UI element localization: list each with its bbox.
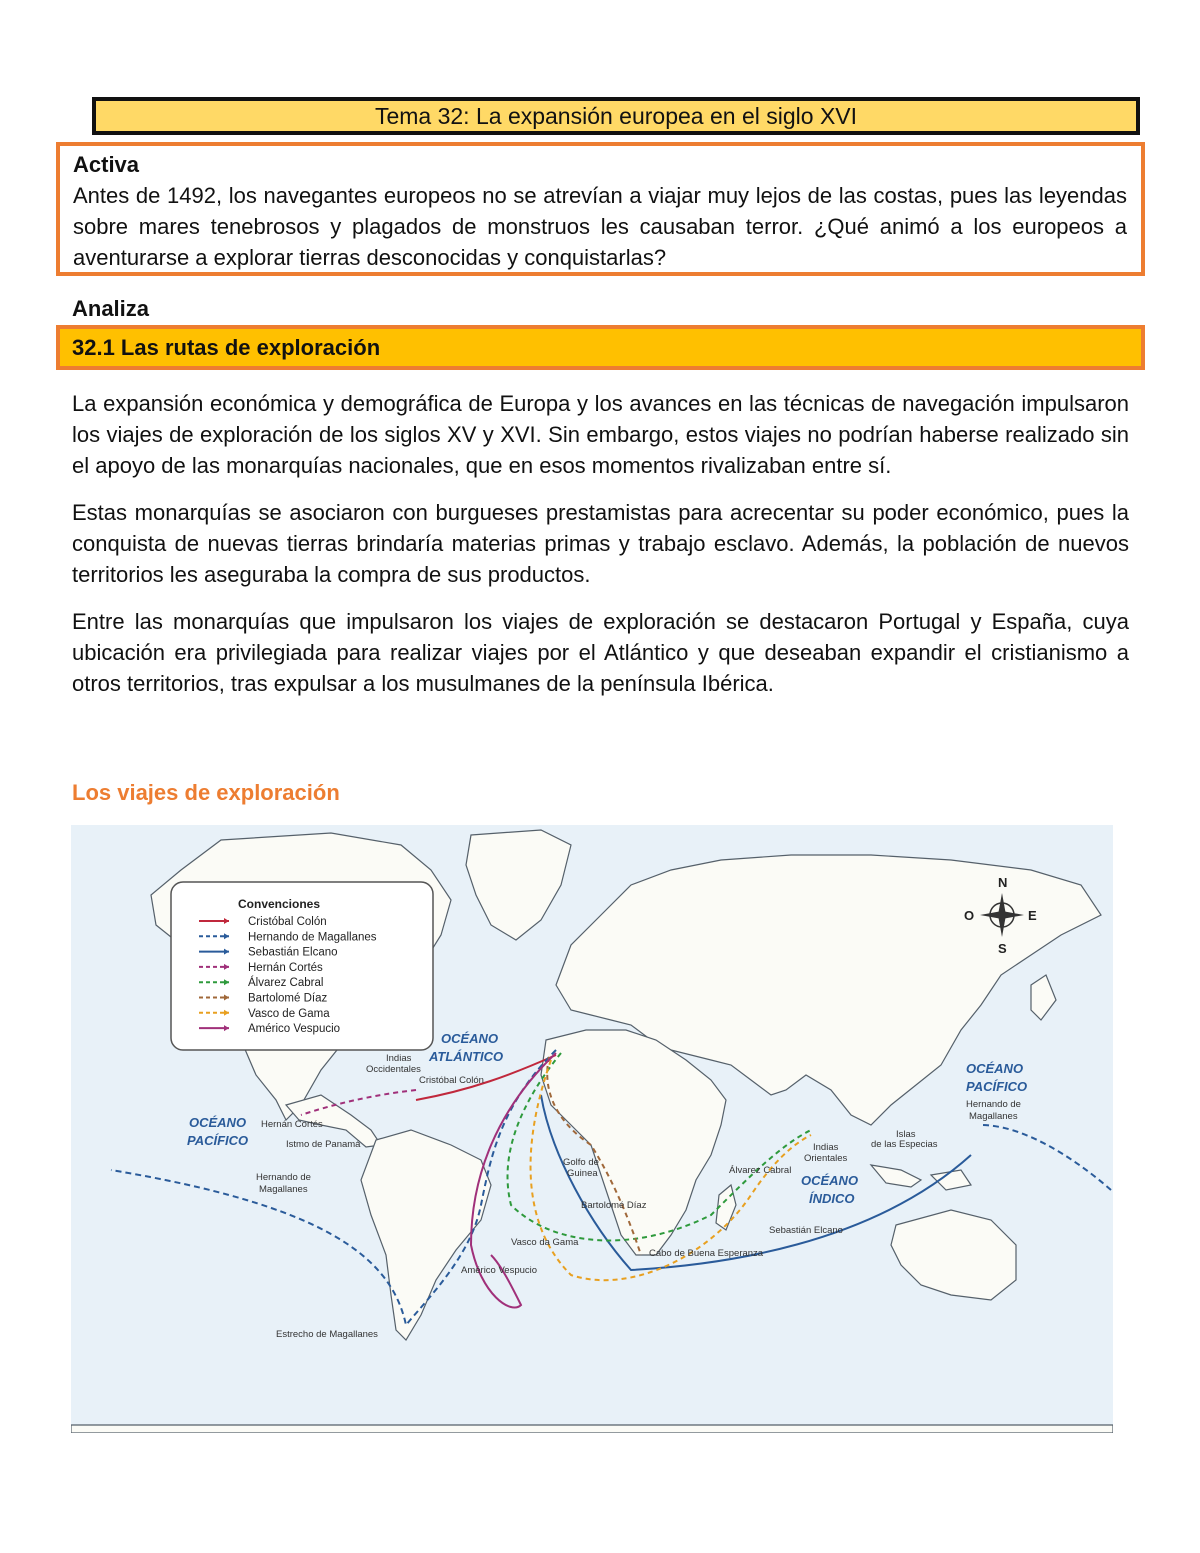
exploration-map [71, 825, 1113, 1433]
label-atlantico-2: ATLÁNTICO [429, 1049, 504, 1064]
label-magallanes-e2: Magallanes [969, 1111, 1018, 1122]
legend-label: Vasco de Gama [248, 1007, 330, 1020]
label-panama: Istmo de Panamá [286, 1139, 361, 1150]
legend-label: Cristóbal Colón [248, 916, 327, 928]
compass-s: S [998, 941, 1007, 956]
legend-label: Bartolomé Díaz [248, 992, 328, 1005]
label-atlantico-1: OCÉANO [441, 1031, 499, 1046]
label-estrecho: Estrecho de Magallanes [276, 1329, 378, 1340]
label-indico-2: ÍNDICO [809, 1191, 855, 1206]
label-golfo-2: Guinea [567, 1168, 598, 1179]
label-indias-occ-2: Occidentales [366, 1064, 421, 1075]
legend-title: Convenciones [238, 897, 321, 911]
paragraph-1: La expansión económica y demográfica de Europa y los avances en las técnicas de navegación impulsaron los viajes de exploración de los siglos XV y XVI. Sin embargo, estos viajes no podrían haberse realizado sin el apoyo de las monarquías nacionales, que en esos momentos rivalizaban entre sí. [72, 391, 1129, 478]
label-indico-1: OCÉANO [801, 1173, 859, 1188]
label-elcano: Sebastián Elcano [769, 1225, 843, 1236]
label-colon: Cristóbal Colón [419, 1075, 484, 1086]
legend-label: Sebastián Elcano [248, 946, 338, 959]
legend [171, 882, 433, 1050]
japan [1031, 975, 1056, 1020]
compass-o: O [964, 908, 975, 923]
label-islas-2: de las Especias [871, 1139, 938, 1150]
paragraph-2: Estas monarquías se asociaron con burgueses prestamistas para acrecentar su poder económico, pues la conquista de nuevas tierras brindaría materias primas y trabajo esclavo. Además, la población de nuevos territorios les aseguraba la compra de sus productos. [72, 500, 1129, 587]
greenland [466, 830, 571, 940]
indonesia [871, 1165, 921, 1187]
map-svg [71, 825, 1113, 1433]
antarctica [71, 1425, 1113, 1433]
label-pacifico-e2: PACÍFICO [966, 1079, 1028, 1094]
label-magallanes-w2: Magallanes [259, 1184, 308, 1195]
analiza-heading: Analiza [72, 296, 150, 321]
label-diaz: Bartolomé Díaz [581, 1200, 647, 1211]
label-golfo-1: Golfo de [563, 1157, 599, 1168]
legend-label: Hernando de Magallanes [248, 931, 377, 944]
label-indias-or-1: Indias [813, 1142, 839, 1153]
legend-label: Hernán Cortés [248, 961, 323, 974]
label-islas-1: Islas [896, 1129, 916, 1140]
label-cortes: Hernán Cortés [261, 1119, 323, 1130]
australia [891, 1210, 1016, 1300]
label-magallanes-w1: Hernando de [256, 1172, 311, 1183]
route-magallanes-east [981, 1125, 1111, 1190]
page-title: Tema 32: La expansión europea en el siglo XVI [92, 97, 1140, 135]
label-cabral: Álvarez Cabral [729, 1165, 792, 1176]
compass-e: E [1028, 908, 1037, 923]
label-indias-or-2: Orientales [804, 1153, 848, 1164]
label-pacifico-w1: OCÉANO [189, 1115, 247, 1130]
label-indias-occ-1: Indias [386, 1053, 412, 1064]
compass-n: N [998, 875, 1008, 890]
label-pacifico-w2: PACÍFICO [187, 1133, 249, 1148]
label-pacifico-e1: OCÉANO [966, 1061, 1024, 1076]
label-vespucio: Américo Vespucio [461, 1265, 538, 1276]
activa-text: Antes de 1492, los navegantes europeos no se atrevían a viajar muy lejos de las costas, pues las leyendas sobre mares tenebrosos y plagados de monstruos les causaban terror. ¿Qué animó a los europeos a aventurarse a explorar tierras desconocidas y conquistarlas? [73, 183, 1127, 270]
label-gama: Vasco da Gama [511, 1237, 579, 1248]
activa-heading: Activa [73, 152, 140, 177]
label-cabo: Cabo de Buena Esperanza [649, 1248, 764, 1259]
label-magallanes-e1: Hernando de [966, 1099, 1021, 1110]
legend-label: Américo Vespucio [248, 1023, 341, 1036]
section-heading: 32.1 Las rutas de exploración [56, 325, 1145, 370]
map-heading: Los viajes de exploración [72, 780, 340, 805]
body-text [72, 388, 1129, 715]
activa-box [56, 142, 1145, 276]
indonesia-2 [931, 1170, 971, 1190]
legend-label: Álvarez Cabral [248, 977, 324, 990]
paragraph-3: Entre las monarquías que impulsaron los viajes de exploración se destacaron Portugal y España, cuya ubicación era privilegiada para realizar viajes por el Atlántico y que deseaban expandir el cristianismo a otros territorios, tras expulsar a los musulmanes de la península Ibérica. [72, 609, 1129, 696]
